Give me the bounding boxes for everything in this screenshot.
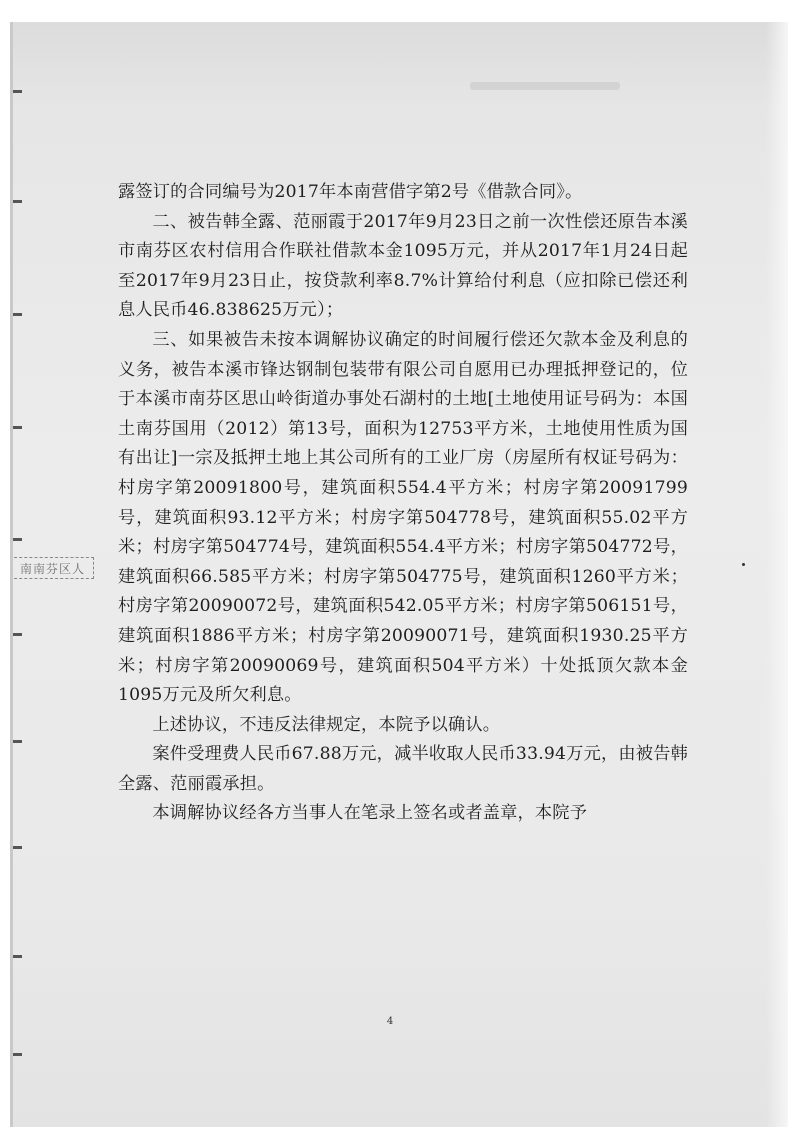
binding-mark: [13, 846, 22, 849]
binding-mark: [13, 426, 22, 429]
binding-mark: [13, 955, 22, 958]
scan-speck: [742, 563, 745, 566]
paragraph-confirmation: 上述协议，不违反法律规定，本院予以确认。: [152, 714, 501, 735]
binding-mark: [13, 538, 22, 541]
paragraph-clause-3: 三、如果被告未按本调解协议确定的时间履行偿还欠款本金及利息的义务，被告本溪市锋达钢制包装带有限公司自愿用已办理抵押登记的，位于本溪市南芬区思山岭街道办事处石湖村的土地[土地使用证号码为：本国土南芬国用（2012）第13号，面积为12753平方米，土地使用性质为国有出让]一宗及抵押土地上其公司所有的工业厂房（房屋所有权证号码为：村房字第20091800号，建筑面积554.4平方米；村房字第20091799号，建筑面积93.12平方米；村房字第504778号，建筑面积55.02平方米；村房字第504774号，建筑面积554.4平方米；村房字第504772号，建筑面积66.585平方米；村房字第504775号，建筑面积1260平方米；村房字第20090072号，建筑面积542.05平方米；村房字第506151号，建筑面积1886平方米；村房字第20090071号，建筑面积1930.25平方米；村房字第20090069号，建筑面积504平方米）十处抵顶欠款本金1095万元及所欠利息。: [118, 329, 688, 706]
paragraph-effect: 本调解协议经各方当事人在笔录上签名或者盖章，本院予: [152, 803, 588, 824]
binding-mark: [13, 90, 22, 93]
paragraph-fees: 案件受理费人民币67.88万元，减半收取人民币33.94万元，由被告韩全露、范丽霞承担。: [118, 744, 688, 794]
binding-mark: [13, 200, 22, 203]
binding-mark: [13, 740, 22, 743]
document-body: [118, 178, 688, 829]
paragraph-continuation: 露签订的合同编号为2017年本南营借字第2号《借款合同》。: [118, 182, 583, 202]
faint-bleedthrough: [470, 82, 620, 90]
paragraph-clause-2: 二、被告韩全露、范丽霞于2017年9月23日之前一次性偿还原告本溪市南芬区农村信用合作联社借款本金1095万元，并从2017年1月24日起至2017年9月23日止，按贷款利率8.7%计算给付利息（应扣除已偿还利息人民币46.838625万元）；: [118, 211, 688, 321]
seal-stamp: 南南芬区人: [14, 557, 94, 579]
binding-mark: [13, 633, 22, 636]
page-number: 4: [386, 1016, 394, 1027]
binding-mark: [13, 313, 22, 316]
binding-mark: [13, 1053, 22, 1056]
